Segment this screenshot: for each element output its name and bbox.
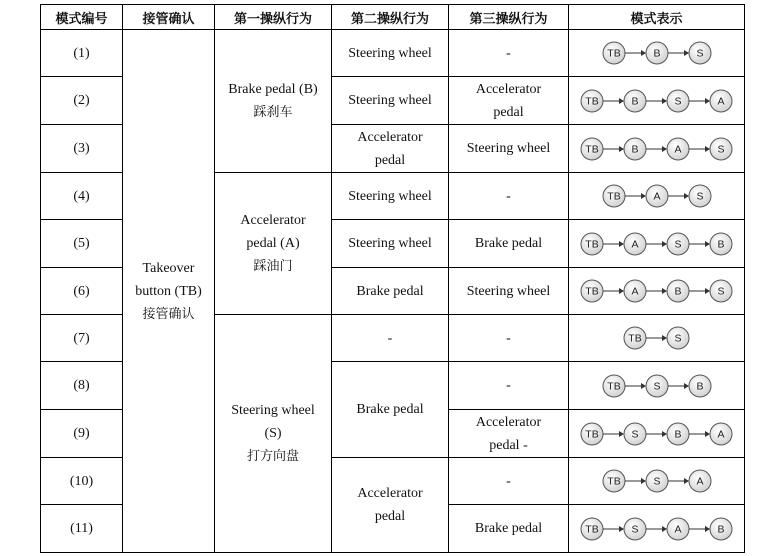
sequence-node-label: S bbox=[631, 428, 639, 441]
third-action-line: pedal bbox=[493, 104, 524, 120]
sequence-node-label: B bbox=[717, 238, 725, 251]
second-action-line: Accelerator bbox=[357, 129, 423, 145]
second-action-line: pedal bbox=[374, 509, 406, 524]
mode-id-cell: (8) bbox=[41, 362, 123, 410]
sequence-node-label: TB bbox=[585, 95, 599, 108]
third-action-cell bbox=[449, 458, 569, 505]
sequence-node-label: B bbox=[717, 523, 725, 536]
first-action-line: (S) bbox=[264, 426, 282, 441]
second-action-cell bbox=[332, 268, 449, 315]
mode-id-cell: (3) bbox=[41, 125, 123, 173]
sequence-node-label: TB bbox=[606, 190, 621, 203]
mode-id-cell: (11) bbox=[41, 505, 123, 553]
sequence-node-label: A bbox=[717, 95, 725, 108]
second-action-line: Steering wheel bbox=[348, 93, 432, 108]
header-row bbox=[41, 5, 745, 30]
sequence-node-label: S bbox=[674, 332, 682, 345]
second-action-line: pedal bbox=[374, 152, 406, 168]
mode-id-cell: (6) bbox=[41, 268, 123, 315]
mode-table bbox=[40, 4, 745, 553]
second-action-line: Steering wheel bbox=[348, 236, 432, 251]
third-action-line: - bbox=[506, 330, 511, 346]
first-action-cell bbox=[215, 30, 332, 173]
third-action-line: - bbox=[506, 188, 511, 204]
sequence-node-label: B bbox=[674, 285, 682, 298]
third-action-line: - bbox=[506, 473, 511, 489]
third-action-cell bbox=[449, 505, 569, 553]
mode-id-cell: (1) bbox=[41, 30, 123, 77]
sequence-node-label: B bbox=[652, 47, 661, 60]
mode-id-cell: (7) bbox=[41, 315, 123, 362]
sequence-node-label: TB bbox=[628, 332, 642, 345]
third-action-cell bbox=[449, 220, 569, 268]
sequence-node-label: S bbox=[695, 190, 704, 203]
header-takeover: 接管确认 bbox=[123, 5, 215, 30]
second-action-cell bbox=[332, 220, 449, 268]
second-action-line: Steering wheel bbox=[348, 188, 432, 204]
sequence-node-label: S bbox=[717, 285, 725, 298]
second-action-cell bbox=[332, 125, 449, 173]
third-action-line: - bbox=[506, 378, 511, 393]
representation-cell bbox=[569, 458, 745, 505]
sequence-node-label: B bbox=[631, 143, 639, 156]
third-action-cell bbox=[449, 173, 569, 220]
second-action-cell bbox=[332, 173, 449, 220]
sequence-diagram bbox=[603, 373, 711, 399]
sequence-diagram bbox=[581, 88, 732, 114]
table-row bbox=[41, 30, 745, 77]
arrow-head bbox=[705, 288, 710, 294]
arrow-head bbox=[662, 146, 667, 152]
first-action-line: 打方向盘 bbox=[246, 449, 299, 464]
sequence-node-label: S bbox=[631, 523, 639, 536]
third-action-cell bbox=[449, 315, 569, 362]
sequence-diagram bbox=[603, 183, 711, 209]
takeover-line: 接管确认 bbox=[142, 306, 195, 322]
arrow-head bbox=[705, 241, 710, 247]
arrow-head bbox=[619, 431, 624, 437]
arrow-head bbox=[662, 288, 667, 294]
mode-id-cell: (4) bbox=[41, 173, 123, 220]
representation-cell bbox=[569, 220, 745, 268]
sequence-node-label: TB bbox=[585, 428, 599, 441]
representation-cell bbox=[569, 315, 745, 362]
representation-cell bbox=[569, 505, 745, 553]
arrow-head bbox=[684, 193, 689, 199]
sequence-diagram bbox=[581, 421, 732, 447]
arrow-head bbox=[705, 146, 710, 152]
second-action-cell bbox=[332, 315, 449, 362]
sequence-node-label: TB bbox=[585, 238, 599, 251]
arrow-head bbox=[662, 335, 667, 341]
third-action-line: Steering wheel bbox=[466, 141, 551, 156]
arrow-head bbox=[705, 431, 710, 437]
arrow-head bbox=[619, 98, 624, 104]
representation-cell bbox=[569, 362, 745, 410]
sequence-node-label: A bbox=[631, 285, 639, 298]
arrow-head bbox=[619, 146, 624, 152]
second-action-line: - bbox=[387, 330, 393, 346]
first-action-line: 踩油门 bbox=[253, 259, 293, 274]
sequence-node-label: S bbox=[717, 143, 725, 156]
arrow-head bbox=[662, 431, 667, 437]
sequence-diagram bbox=[581, 516, 732, 542]
first-action-cell bbox=[215, 173, 332, 315]
arrow-head bbox=[662, 241, 667, 247]
sequence-node-label: A bbox=[652, 190, 661, 203]
sequence-node-label: S bbox=[652, 380, 661, 393]
sequence-diagram bbox=[581, 231, 732, 257]
third-action-cell bbox=[449, 77, 569, 125]
sequence-node-label: A bbox=[674, 523, 682, 536]
arrow-head bbox=[662, 98, 667, 104]
sequence-node-label: A bbox=[674, 143, 682, 156]
arrow-head bbox=[641, 478, 646, 484]
representation-cell bbox=[569, 125, 745, 173]
arrow-head bbox=[705, 526, 710, 532]
sequence-node-label: A bbox=[631, 238, 639, 251]
second-action-cell bbox=[332, 77, 449, 125]
third-action-line: Accelerator bbox=[475, 81, 542, 97]
third-action-line: pedal - bbox=[489, 437, 528, 453]
header-mode-id: 模式编号 bbox=[41, 5, 123, 30]
second-action-cell bbox=[332, 458, 449, 553]
third-action-line: Brake pedal bbox=[474, 236, 543, 251]
second-action-line: Brake pedal bbox=[356, 402, 424, 417]
arrow-head bbox=[619, 288, 624, 294]
arrow-head bbox=[684, 383, 689, 389]
third-action-cell bbox=[449, 410, 569, 458]
second-action-line: Brake pedal bbox=[356, 283, 424, 299]
sequence-node-label: B bbox=[695, 380, 704, 393]
takeover-cell bbox=[123, 30, 215, 553]
first-action-cell bbox=[215, 315, 332, 553]
takeover-line: button (TB) bbox=[135, 283, 202, 299]
first-action-line: Accelerator bbox=[240, 213, 306, 228]
third-action-line: Brake pedal bbox=[474, 521, 543, 536]
third-action-line: - bbox=[506, 45, 511, 61]
sequence-node-label: S bbox=[652, 475, 661, 488]
sequence-diagram bbox=[603, 40, 711, 66]
header-first-action: 第一操纵行为 bbox=[215, 5, 332, 30]
representation-cell bbox=[569, 410, 745, 458]
arrow-head bbox=[619, 241, 624, 247]
third-action-cell bbox=[449, 30, 569, 77]
sequence-node-label: S bbox=[674, 95, 682, 108]
sequence-diagram bbox=[624, 325, 689, 351]
representation-cell bbox=[569, 268, 745, 315]
representation-cell bbox=[569, 173, 745, 220]
first-action-line: Steering wheel bbox=[231, 403, 315, 418]
sequence-node-label: S bbox=[695, 47, 704, 60]
mode-id-cell: (9) bbox=[41, 410, 123, 458]
first-action-line: 踩刹车 bbox=[253, 105, 293, 120]
third-action-cell bbox=[449, 125, 569, 173]
second-action-line: Accelerator bbox=[357, 486, 423, 501]
sequence-node-label: TB bbox=[585, 285, 599, 298]
third-action-cell bbox=[449, 362, 569, 410]
takeover-line: Takeover bbox=[142, 260, 195, 276]
sequence-node-label: TB bbox=[585, 143, 599, 156]
second-action-line: Steering wheel bbox=[348, 45, 432, 61]
arrow-head bbox=[641, 193, 646, 199]
arrow-head bbox=[619, 526, 624, 532]
header-representation: 模式表示 bbox=[569, 5, 745, 30]
sequence-node-label: B bbox=[631, 95, 639, 108]
sequence-node-label: TB bbox=[606, 380, 621, 393]
mode-id-cell: (2) bbox=[41, 77, 123, 125]
arrow-head bbox=[641, 50, 646, 56]
sequence-node-label: S bbox=[674, 238, 682, 251]
third-action-line: Steering wheel bbox=[466, 283, 551, 299]
sequence-node-label: TB bbox=[585, 523, 599, 536]
third-action-cell bbox=[449, 268, 569, 315]
third-action-line: Accelerator bbox=[475, 414, 542, 430]
arrow-head bbox=[662, 526, 667, 532]
header-second-action: 第二操纵行为 bbox=[332, 5, 449, 30]
mode-id-cell: (10) bbox=[41, 458, 123, 505]
sequence-diagram bbox=[603, 468, 711, 494]
mode-id-cell: (5) bbox=[41, 220, 123, 268]
sequence-diagram bbox=[581, 278, 732, 304]
second-action-cell bbox=[332, 30, 449, 77]
arrow-head bbox=[641, 383, 646, 389]
arrow-head bbox=[705, 98, 710, 104]
representation-cell bbox=[569, 30, 745, 77]
arrow-head bbox=[684, 478, 689, 484]
first-action-line: pedal (A) bbox=[246, 236, 300, 251]
sequence-node-label: TB bbox=[606, 47, 621, 60]
first-action-line: Brake pedal (B) bbox=[228, 82, 318, 97]
arrow-head bbox=[684, 50, 689, 56]
second-action-cell bbox=[332, 362, 449, 458]
sequence-node-label: TB bbox=[606, 475, 621, 488]
header-third-action: 第三操纵行为 bbox=[449, 5, 569, 30]
sequence-diagram bbox=[581, 136, 732, 162]
representation-cell bbox=[569, 77, 745, 125]
sequence-node-label: B bbox=[674, 428, 682, 441]
sequence-node-label: A bbox=[695, 475, 704, 488]
sequence-node-label: A bbox=[717, 428, 725, 441]
